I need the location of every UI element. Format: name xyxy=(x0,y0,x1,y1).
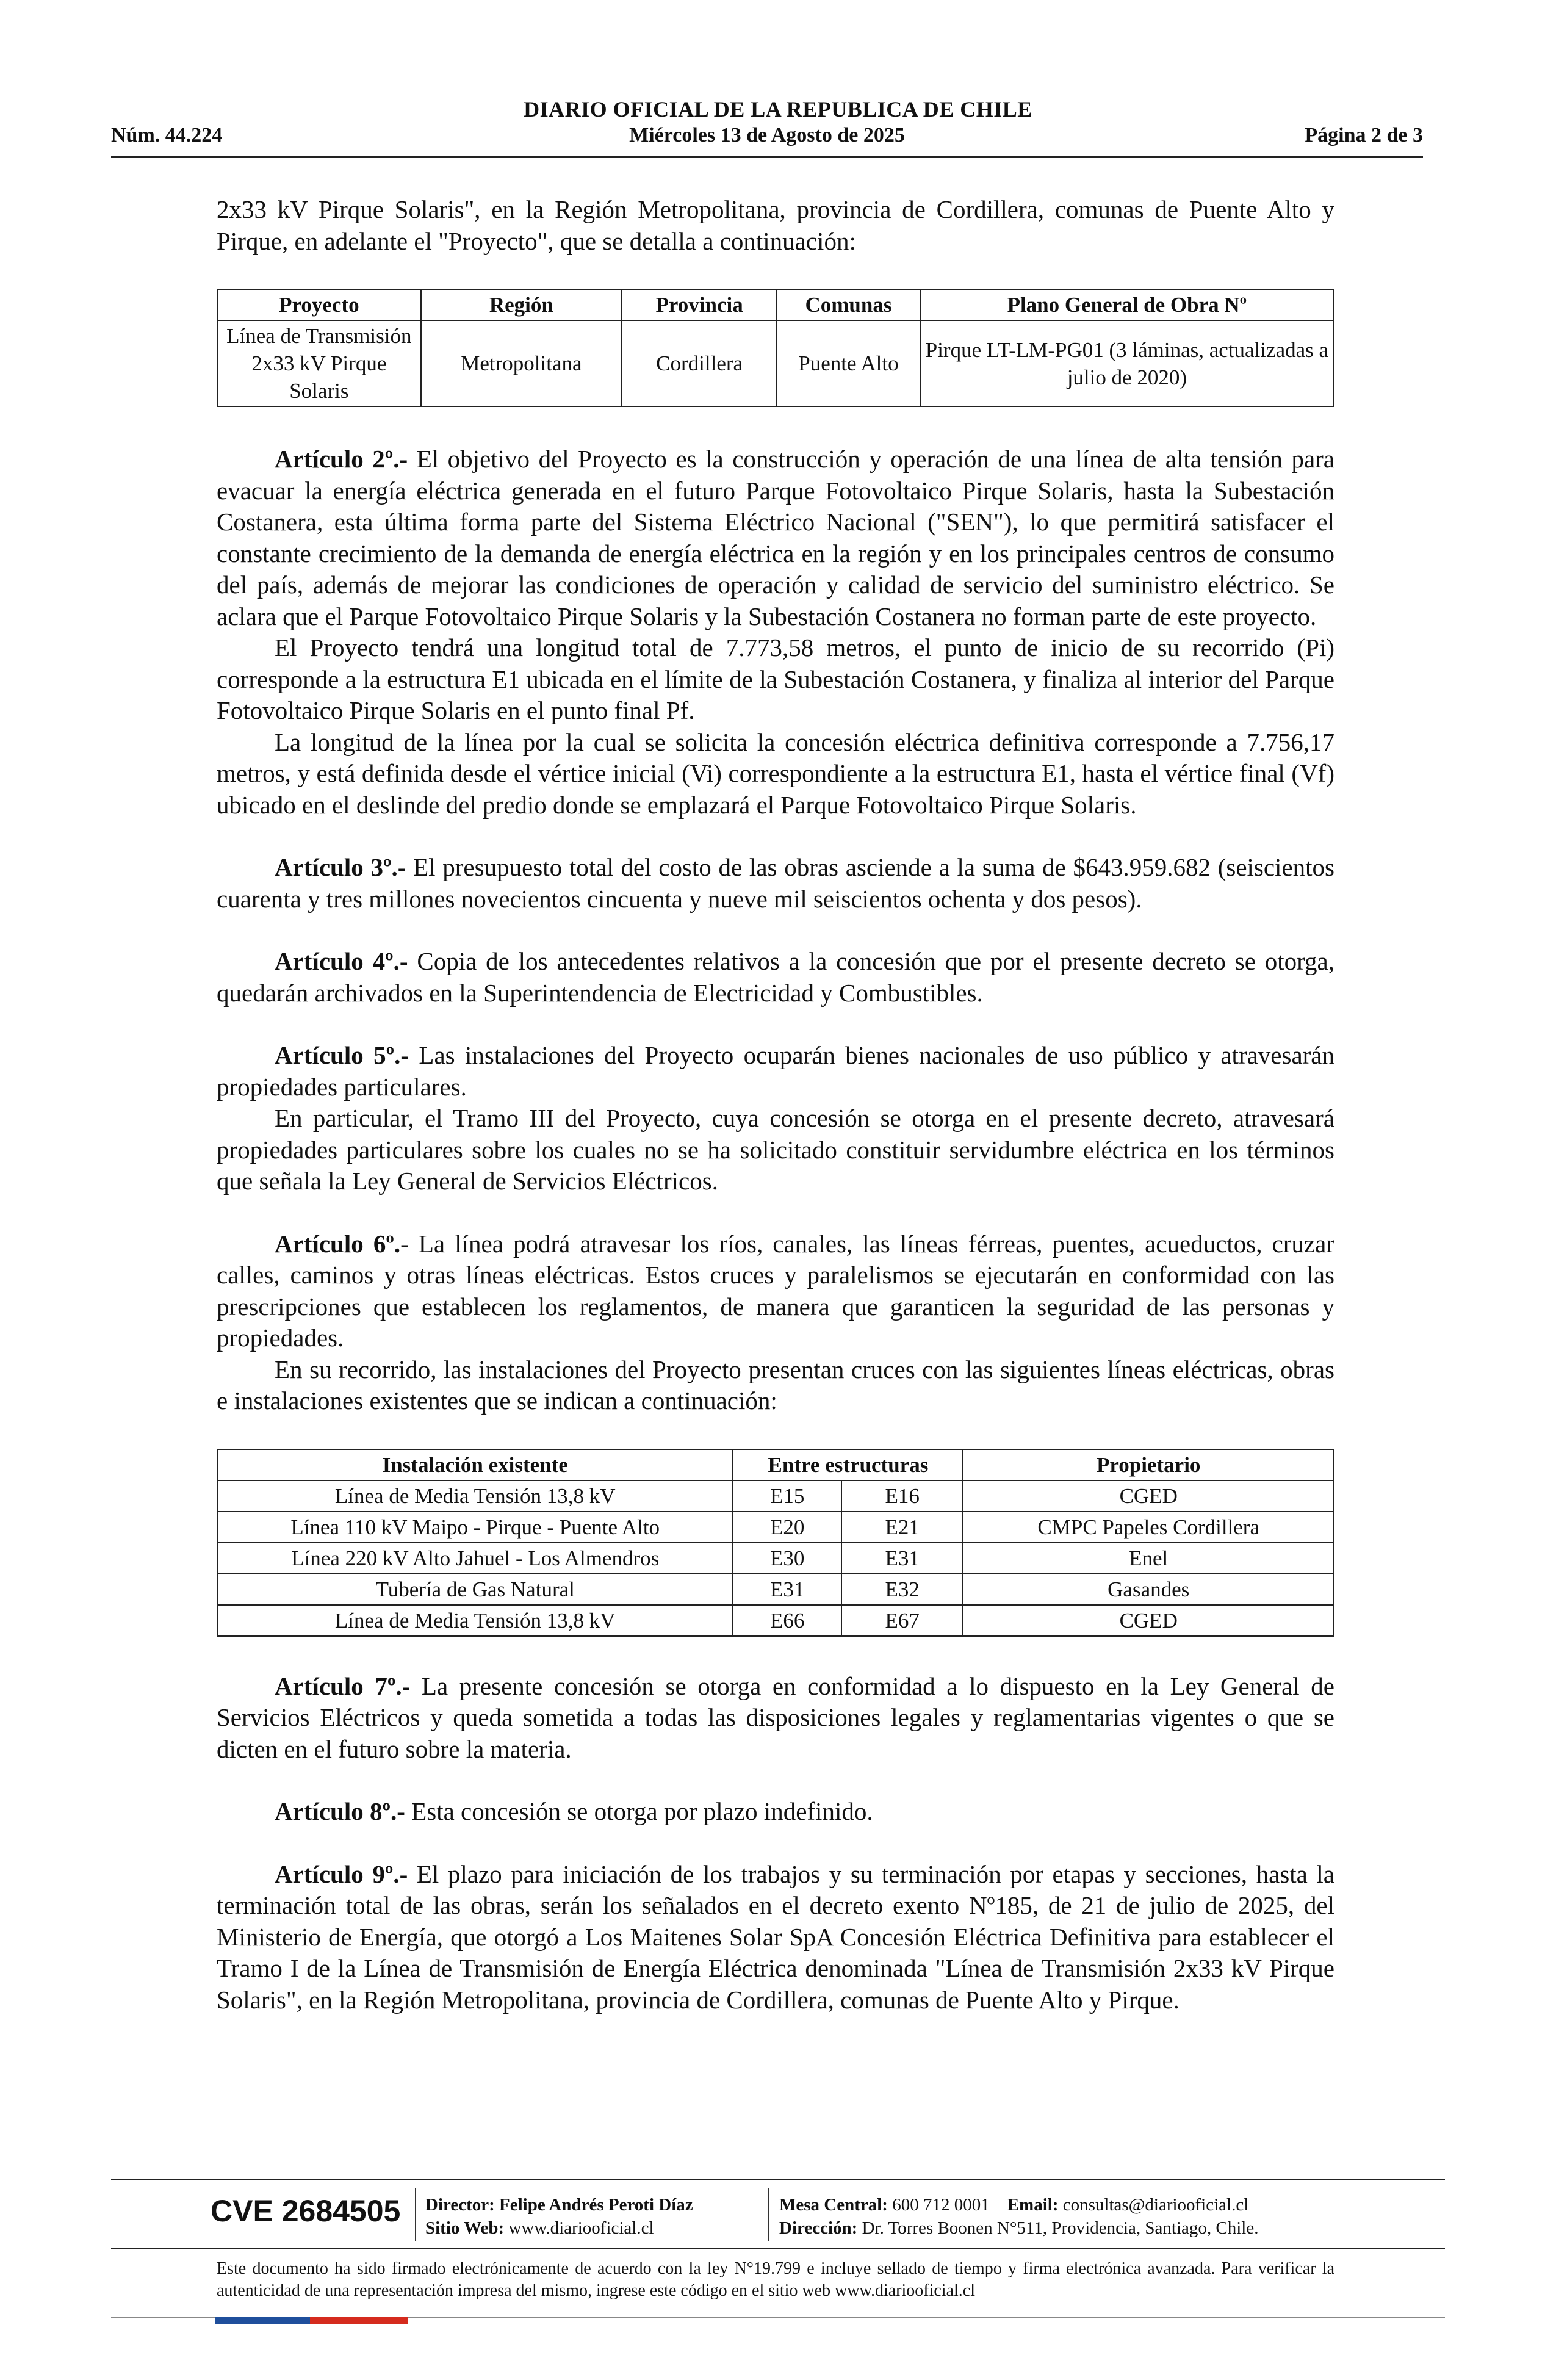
table-cell: Línea de Transmisión 2x33 kV Pirque Solaris xyxy=(217,320,421,406)
table-cell: Metropolitana xyxy=(421,320,622,406)
table-cell: Pirque LT-LM-PG01 (3 láminas, actualizadas a julio de 2020) xyxy=(920,320,1334,406)
table-cell: Gasandes xyxy=(963,1574,1334,1605)
article-8 xyxy=(217,1796,1334,1828)
project-table xyxy=(217,289,1334,407)
table-cell: E67 xyxy=(841,1605,963,1636)
table-row xyxy=(217,1543,1334,1574)
contact-line xyxy=(779,2193,1258,2216)
article-label: Artículo 2º.- xyxy=(275,445,408,473)
table-header-cell: Proyecto xyxy=(217,289,421,320)
table-cell: Línea de Media Tensión 13,8 kV xyxy=(217,1480,733,1512)
table-cell: Línea 220 kV Alto Jahuel - Los Almendros xyxy=(217,1543,733,1574)
email-label: Email: xyxy=(1007,2195,1059,2215)
article-text: La presente concesión se otorga en conformidad a lo dispuesto en la Ley General de Servicios Eléctricos y queda sometida a todas las disposiciones legales y reglamentarias vigentes o que se dicten en el futuro sobre la materia. xyxy=(217,1671,1334,1763)
article-label: Artículo 5º.- xyxy=(275,1041,409,1069)
table-cell: Línea de Media Tensión 13,8 kV xyxy=(217,1605,733,1636)
table-row xyxy=(217,1605,1334,1636)
table-cell: E16 xyxy=(841,1480,963,1512)
article-text: Esta concesión se otorga por plazo indefinido. xyxy=(405,1797,873,1825)
address-line xyxy=(779,2216,1258,2240)
table-cell: E31 xyxy=(841,1543,963,1574)
table-header-row xyxy=(217,289,1334,320)
flag-blue-bar xyxy=(215,2317,310,2324)
table-cell: CGED xyxy=(963,1480,1334,1512)
director-line xyxy=(425,2193,693,2216)
table-cell: E30 xyxy=(733,1543,841,1574)
article-4 xyxy=(217,946,1334,1009)
footer-middle-divider xyxy=(111,2248,1445,2249)
article-3 xyxy=(217,852,1334,915)
table-header-cell: Entre estructuras xyxy=(733,1449,963,1480)
header-row xyxy=(111,124,1423,152)
table-cell: Línea 110 kV Maipo - Pirque - Puente Alto xyxy=(217,1512,733,1543)
footer-contact-block xyxy=(779,2193,1258,2240)
article-label: Artículo 4º.- xyxy=(275,947,408,975)
table-row xyxy=(217,320,1334,406)
footer-separator xyxy=(415,2188,416,2241)
intro-paragraph: 2x33 kV Pirque Solaris", en la Región Metropolitana, provincia de Cordillera, comunas de Puente Alto y Pirque, en adelante el "Proyecto", que se detalla a continuación: xyxy=(217,195,1334,255)
article-label: Artículo 6º.- xyxy=(275,1229,409,1258)
article-label: Artículo 7º.- xyxy=(275,1671,411,1700)
footer-top-divider xyxy=(111,2179,1445,2180)
article-text: El plazo para iniciación de los trabajos y su terminación por etapas y secciones, hasta la terminación total de las obras, serán los señalados en el decreto exento Nº185, de 21 de julio de 2025, del Ministerio de Energía, que otorgó a Los Maitenes Solar SpA Concesión Eléctrica Definitiva para establecer el Tramo I de la Línea de Transmisión de Energía Eléctrica denominada "Línea de Transmisión 2x33 kV Pirque Solaris", en la Región Metropolitana, provincia de Cordillera, comunas de Puente Alto y Pirque. xyxy=(217,1859,1335,2014)
article-text: Las instalaciones del Proyecto ocuparán bienes nacionales de uso público y atravesarán propiedades particulares. xyxy=(217,1041,1334,1101)
article-5 xyxy=(217,1040,1334,1103)
table-header-cell: Provincia xyxy=(622,289,777,320)
flag-red-bar xyxy=(310,2317,408,2324)
director-name: Felipe Andrés Peroti Díaz xyxy=(499,2195,693,2215)
article-7 xyxy=(217,1671,1334,1765)
website-label: Sitio Web: xyxy=(425,2218,505,2238)
crossings-table-wrapper xyxy=(217,1449,1334,1637)
header-divider xyxy=(111,156,1423,158)
address-text: Dr. Torres Boonen N°511, Providencia, Santiago, Chile. xyxy=(862,2218,1259,2238)
table-header-cell: Instalación existente xyxy=(217,1449,733,1480)
table-cell: E20 xyxy=(733,1512,841,1543)
article-text: El presupuesto total del costo de las obras asciende a la suma de $643.959.682 (seiscientos cuarenta y tres millones novecientos cincuenta y nueve mil seiscientos ochenta y dos pesos). xyxy=(217,853,1334,913)
article-9 xyxy=(217,1859,1334,2016)
article-label: Artículo 8º.- xyxy=(275,1797,405,1825)
table-cell: E15 xyxy=(733,1480,841,1512)
table-cell: E32 xyxy=(841,1574,963,1605)
table-header-cell: Región xyxy=(421,289,622,320)
article-2 xyxy=(217,444,1334,632)
article-6 xyxy=(217,1228,1334,1354)
footer-separator xyxy=(768,2188,769,2241)
email-link[interactable]: consultas@diariooficial.cl xyxy=(1062,2195,1249,2215)
table-row xyxy=(217,1574,1334,1605)
director-label: Director: xyxy=(425,2195,495,2215)
table-cell: Cordillera xyxy=(622,320,777,406)
website-link[interactable]: www.diariooficial.cl xyxy=(508,2218,654,2238)
newspaper-title: DIARIO OFICIAL DE LA REPUBLICA DE CHILE xyxy=(524,97,1032,121)
table-cell: Puente Alto xyxy=(777,320,920,406)
article-2-paragraph-2: El Proyecto tendrá una longitud total de 7.773,58 metros, el punto de inicio de su recorrido (Pi) corresponde a la estructura E1 ubicada en el límite de la Subestación Costanera, y finaliza al interior del Parque Fotovoltaico Pirque Solaris en el punto final Pf. xyxy=(217,633,1334,724)
table-header-cell: Comunas xyxy=(777,289,920,320)
footer-director-block xyxy=(425,2193,693,2240)
article-6-paragraph-2: En su recorrido, las instalaciones del Proyecto presentan cruces con las siguientes líneas eléctricas, obras e instalaciones existentes que se indican a continuación: xyxy=(217,1355,1334,1415)
signature-note: Este documento ha sido firmado electrónicamente de acuerdo con la ley N°19.799 e incluye sellado de tiempo y firma electrónica avanzada. Para verificar la autenticidad de una representación impresa del mismo, ingrese este código en el sitio web www.diariooficial.cl xyxy=(217,2259,1334,2300)
issue-number: Núm. 44.224 xyxy=(111,124,223,146)
phone-label: Mesa Central: xyxy=(779,2195,888,2215)
table-cell: CGED xyxy=(963,1605,1334,1636)
article-text: La línea podrá atravesar los ríos, canales, las líneas férreas, puentes, acueductos, cruzar calles, caminos y otras líneas eléctricas. Estos cruces y paralelismos se ejecutarán en conformidad con las prescripciones que establecen los reglamentos, de manera que garanticen la seguridad de las personas y propiedades. xyxy=(217,1229,1334,1352)
table-cell: Enel xyxy=(963,1543,1334,1574)
article-2-paragraph-3: La longitud de la línea por la cual se solicita la concesión eléctrica definitiva corresponde a 7.756,17 metros, y está definida desde el vértice inicial (Vi) correspondiente a la estructura E1, hasta el vértice final (Vf) ubicado en el deslinde del predio donde se emplazará el Parque Fotovoltaico Pirque Solaris. xyxy=(217,727,1334,819)
article-5-paragraph-2: En particular, el Tramo III del Proyecto, cuya concesión se otorga en el presente decreto, atravesará propiedades particulares sobre los cuales no se ha solicitado constituir servidumbre eléctrica en los términos que señala la Ley General de Servicios Eléctricos. xyxy=(217,1104,1334,1195)
table-cell: Tubería de Gas Natural xyxy=(217,1574,733,1605)
table-header-row xyxy=(217,1449,1334,1480)
address-label: Dirección: xyxy=(779,2218,858,2238)
phone-number: 600 712 0001 xyxy=(892,2195,990,2215)
article-label: Artículo 3º.- xyxy=(275,853,406,881)
cve-code: CVE 2684505 xyxy=(211,2194,401,2228)
table-header-cell: Plano General de Obra Nº xyxy=(920,289,1334,320)
issue-date: Miércoles 13 de Agosto de 2025 xyxy=(629,124,905,146)
project-table-wrapper xyxy=(217,289,1334,407)
crossings-table xyxy=(217,1449,1334,1637)
table-cell: E66 xyxy=(733,1605,841,1636)
document-body xyxy=(217,194,1334,2016)
table-row xyxy=(217,1512,1334,1543)
website-line xyxy=(425,2216,693,2240)
table-cell: CMPC Papeles Cordillera xyxy=(963,1512,1334,1543)
article-label: Artículo 9º.- xyxy=(275,1859,408,1888)
table-cell: E31 xyxy=(733,1574,841,1605)
table-cell: E21 xyxy=(841,1512,963,1543)
table-header-cell: Propietario xyxy=(963,1449,1334,1480)
article-text: Copia de los antecedentes relativos a la concesión que por el presente decreto se otorga, quedarán archivados en la Superintendencia de Electricidad y Combustibles. xyxy=(217,947,1334,1007)
table-row xyxy=(217,1480,1334,1512)
page-number: Página 2 de 3 xyxy=(1305,124,1423,146)
article-text: El objetivo del Proyecto es la construcción y operación de una línea de alta tensión para evacuar la energía eléctrica generada en el futuro Parque Fotovoltaico Pirque Solaris, hasta la Subestación Costanera, esta última forma parte del Sistema Eléctrico Nacional ("SEN"), lo que permitirá satisfacer el constante crecimiento de la demanda de energía eléctrica en la región y en los principales centros de consumo del país, además de mejorar las condiciones de operación y calidad de servicio del suministro eléctrico. Se aclara que el Parque Fotovoltaico Pirque Solaris y la Subestación Costanera no forman parte de este proyecto. xyxy=(217,445,1334,630)
